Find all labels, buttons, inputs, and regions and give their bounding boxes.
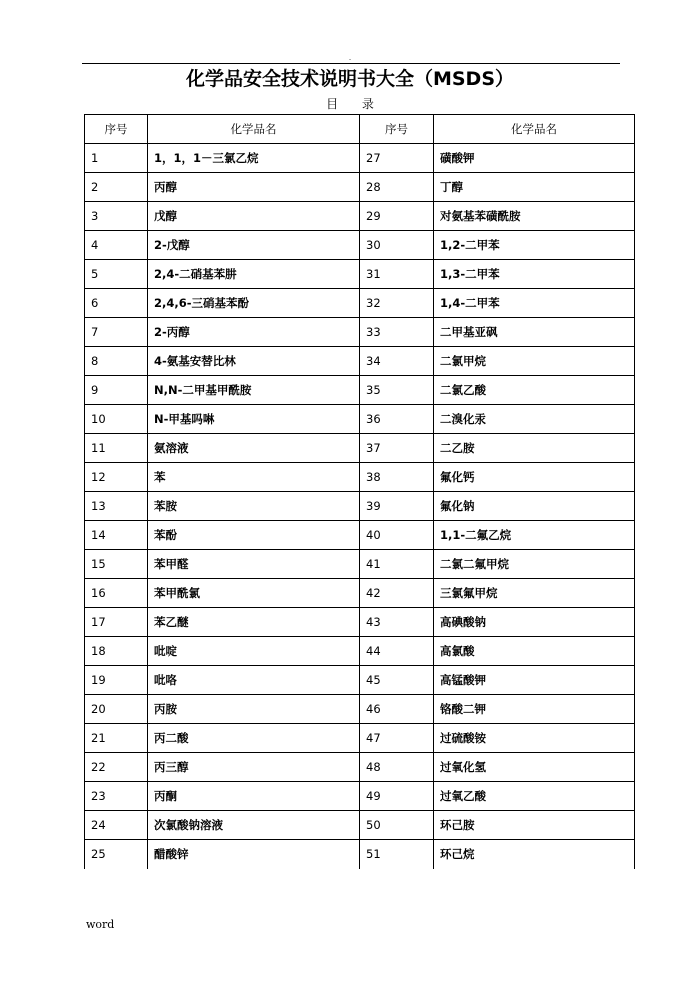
row-number: 6 [85,289,148,318]
column-header-number: 序号 [360,115,434,144]
row-number: 17 [85,608,148,637]
chemical-name: 2,4,6-三硝基苯酚 [148,289,360,318]
row-number: 25 [85,840,148,869]
chemical-name: 1,4-二甲苯 [434,289,635,318]
chemical-name: 过氧乙酸 [434,782,635,811]
chemical-name: 苯乙醚 [148,608,360,637]
row-number: 23 [85,782,148,811]
table-row [85,289,635,318]
row-number: 33 [360,318,434,347]
row-number: 9 [85,376,148,405]
chemical-name: N-甲基吗啉 [148,405,360,434]
chemical-name: 二氯二氟甲烷 [434,550,635,579]
chemical-name: 丙胺 [148,695,360,724]
table-row [85,318,635,347]
row-number: 37 [360,434,434,463]
row-number: 10 [85,405,148,434]
row-number: 21 [85,724,148,753]
column-header-number: 序号 [85,115,148,144]
table-row [85,521,635,550]
chemical-name: 环己胺 [434,811,635,840]
row-number: 5 [85,260,148,289]
chemical-name: 二氯甲烷 [434,347,635,376]
row-number: 48 [360,753,434,782]
table-row [85,173,635,202]
row-number: 30 [360,231,434,260]
row-number: 22 [85,753,148,782]
table-row [85,840,635,869]
row-number: 3 [85,202,148,231]
row-number: 46 [360,695,434,724]
table-row [85,695,635,724]
chemical-name: 二氯乙酸 [434,376,635,405]
chemical-name: 磺酸钾 [434,144,635,173]
chemical-name: 铬酸二钾 [434,695,635,724]
row-number: 43 [360,608,434,637]
row-number: 13 [85,492,148,521]
row-number: 19 [85,666,148,695]
row-number: 7 [85,318,148,347]
chemical-name: 4-氨基安替比林 [148,347,360,376]
chemical-name: 丁醇 [434,173,635,202]
chemical-name: 苯甲酰氯 [148,579,360,608]
table-row [85,260,635,289]
chemical-name: 丙二酸 [148,724,360,753]
row-number: 47 [360,724,434,753]
row-number: 49 [360,782,434,811]
chemical-name: 1,3-二甲苯 [434,260,635,289]
header-rule [82,63,620,64]
row-number: 44 [360,637,434,666]
row-number: 28 [360,173,434,202]
row-number: 32 [360,289,434,318]
chemical-name: 对氨基苯磺酰胺 [434,202,635,231]
row-number: 24 [85,811,148,840]
row-number: 36 [360,405,434,434]
chemical-name: 二乙胺 [434,434,635,463]
table-row [85,434,635,463]
chemical-name: 苯酚 [148,521,360,550]
row-number: 34 [360,347,434,376]
chemical-name: 过氧化氢 [434,753,635,782]
table-row [85,231,635,260]
row-number: 20 [85,695,148,724]
row-number: 2 [85,173,148,202]
chemical-name: 丙醇 [148,173,360,202]
row-number: 11 [85,434,148,463]
chemical-name: 高锰酸钾 [434,666,635,695]
table-row [85,550,635,579]
chemical-name: 醋酸锌 [148,840,360,869]
chemical-name: 氨溶液 [148,434,360,463]
row-number: 45 [360,666,434,695]
chemical-name: 二甲基亚砜 [434,318,635,347]
chemical-name: 1,2-二甲苯 [434,231,635,260]
chemical-name: 过硫酸铵 [434,724,635,753]
chemical-name: 苯胺 [148,492,360,521]
table-row [85,347,635,376]
row-number: 39 [360,492,434,521]
row-number: 38 [360,463,434,492]
chemical-name: 二溴化汞 [434,405,635,434]
row-number: 31 [360,260,434,289]
footer-text: word [86,918,115,931]
chemical-name: 苯 [148,463,360,492]
row-number: 29 [360,202,434,231]
chemical-name: 吡咯 [148,666,360,695]
row-number: 16 [85,579,148,608]
table-row [85,579,635,608]
row-number: 4 [85,231,148,260]
table-row [85,753,635,782]
row-number: 27 [360,144,434,173]
chemical-name: 苯甲醛 [148,550,360,579]
table-row [85,782,635,811]
table-row [85,608,635,637]
chemical-name: 2-戊醇 [148,231,360,260]
chemical-name: 高氯酸 [434,637,635,666]
table-row [85,405,635,434]
chemical-index-table [84,114,635,869]
chemical-name: 丙酮 [148,782,360,811]
page-title: 化学品安全技术说明书大全（MSDS） [185,68,515,90]
table-row [85,376,635,405]
column-header-chemical-name: 化学品名 [148,115,360,144]
column-header-chemical-name: 化学品名 [434,115,635,144]
row-number: 42 [360,579,434,608]
chemical-name: 环己烷 [434,840,635,869]
table-row [85,637,635,666]
row-number: 1 [85,144,148,173]
row-number: 50 [360,811,434,840]
chemical-name: 戊醇 [148,202,360,231]
row-number: 35 [360,376,434,405]
row-number: 18 [85,637,148,666]
table-row [85,811,635,840]
toc-label: 目 录 [326,97,384,111]
table-header-row [85,115,635,144]
table-row [85,666,635,695]
chemical-name: 丙三醇 [148,753,360,782]
table-row [85,724,635,753]
row-number: 14 [85,521,148,550]
chemical-name: N,N-二甲基甲酰胺 [148,376,360,405]
chemical-name: 吡啶 [148,637,360,666]
row-number: 8 [85,347,148,376]
table-row [85,492,635,521]
chemical-name: 2,4-二硝基苯肼 [148,260,360,289]
header-mark: . [348,53,352,62]
row-number: 15 [85,550,148,579]
chemical-name: 1,1-二氟乙烷 [434,521,635,550]
row-number: 40 [360,521,434,550]
chemical-name: 三氯氟甲烷 [434,579,635,608]
chemical-name: 1，1，1－三氯乙烷 [148,144,360,173]
chemical-name: 次氯酸钠溶液 [148,811,360,840]
chemical-name: 2-丙醇 [148,318,360,347]
table-row [85,144,635,173]
chemical-name: 高碘酸钠 [434,608,635,637]
table-row [85,463,635,492]
row-number: 51 [360,840,434,869]
row-number: 41 [360,550,434,579]
chemical-name: 氟化钙 [434,463,635,492]
chemical-name: 氟化钠 [434,492,635,521]
row-number: 12 [85,463,148,492]
table-row [85,202,635,231]
